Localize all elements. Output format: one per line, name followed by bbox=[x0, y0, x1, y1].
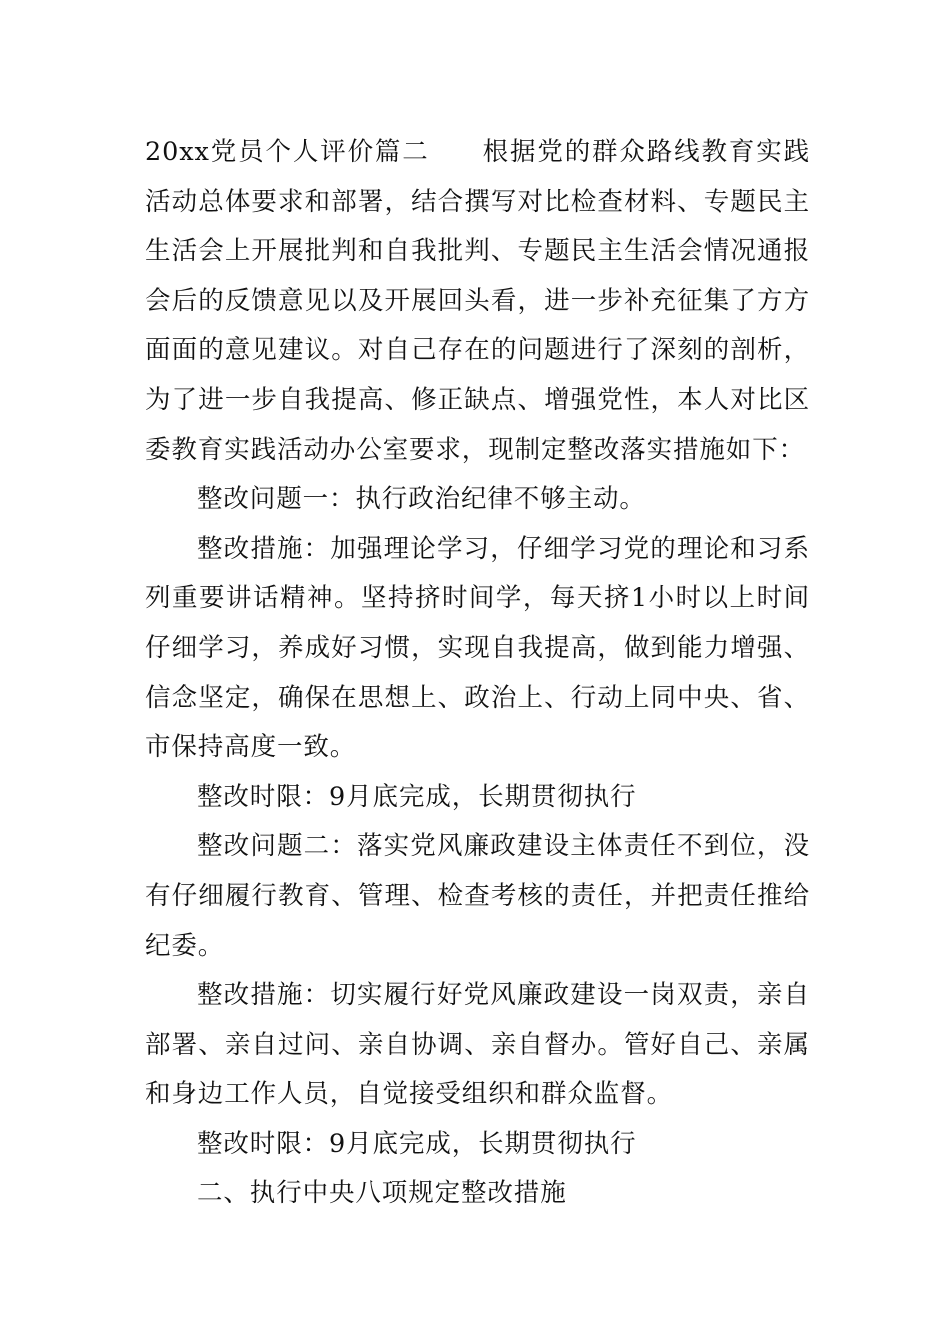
intro-paragraph bbox=[145, 128, 810, 475]
problem-2-paragraph: 整改问题二：落实党风廉政建设主体责任不到位，没有仔细履行教育、管理、检查考核的责任，并把责任推给纪委。 bbox=[145, 831, 810, 961]
document-title: 20xx党员个人评价篇二 bbox=[145, 137, 430, 167]
deadline-1-paragraph: 整改时限：9月底完成，长期贯彻执行 bbox=[197, 781, 637, 812]
measure-1-paragraph: 整改措施：加强理论学习，仔细学习党的理论和习系列重要讲话精神。坚持挤时间学，每天挤1小时以上时间仔细学习，养成好习惯，实现自我提高，做到能力增强、信念坚定，确保在思想上、政治上、行动上同中央、省、市保持高度一致。 bbox=[145, 533, 810, 763]
deadline-2-paragraph: 整改时限：9月底完成，长期贯彻执行 bbox=[197, 1128, 637, 1159]
intro-text: 根据党的群众路线教育实践活动总体要求和部署，结合撰写对比检查材料、专题民主生活会上开展批判和自我批判、专题民主生活会情况通报会后的反馈意见以及开展回头看，进一步补充征集了方方面面的意见建议。对自己存在的问题进行了深刻的剖析，为了进一步自我提高、修正缺点、增强党性，本人对比区委教育实践活动办公室要求，现制定整改落实措施如下： bbox=[145, 137, 810, 465]
section-2-heading: 二、执行中央八项规定整改措施 bbox=[197, 1178, 567, 1209]
measure-2-paragraph: 整改措施：切实履行好党风廉政建设一岗双责，亲自部署、亲自过问、亲自协调、亲自督办。管好自己、亲属和身边工作人员，自觉接受组织和群众监督。 bbox=[145, 980, 810, 1110]
problem-1-paragraph: 整改问题一：执行政治纪律不够主动。 bbox=[197, 484, 646, 515]
document-body bbox=[145, 128, 810, 1219]
